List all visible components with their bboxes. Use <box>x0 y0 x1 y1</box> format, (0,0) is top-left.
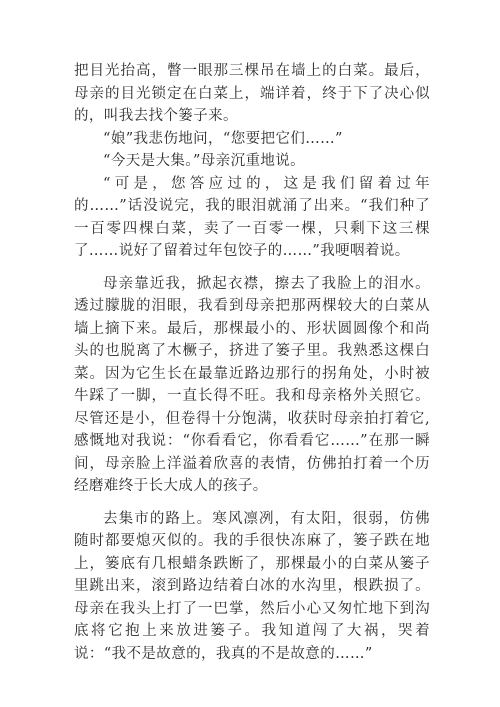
paragraph-6: 去集市的路上。寒风凛冽，有太阳，很弱，仿佛随时都要熄灭似的。我的手很快冻麻了，篓子跌在地上，篓底有几根蜡条跌断了，那棵最小的白菜从篓子里跳出来，滚到路边结着白冰的水沟里，根跌损了。母亲在我头上打了一巴掌，然后小心又匆忙地下到沟底将它抱上来放进篓子。我知道闯了大祸，哭着说：“我不是故意的，我真的不是故意的……” <box>74 510 430 662</box>
paragraph-4: “可是，您答应过的，这是我们留着过年的……”话没说完，我的眼泪就涌了出来。“我们种了一百零四棵白菜，卖了一百零一棵，只剩下这三棵了……说好了留着过年包饺子的……”我哽咽着说。 <box>74 175 430 259</box>
paragraph-5: 母亲靠近我，掀起衣襟，擦去了我脸上的泪水。透过朦胧的泪眼，我看到母亲把那两棵较大的白菜从墙上摘下来。最后，那棵最小的、形状圆圆像个和尚头的也脱离了木橛子，挤进了篓子里。我熟悉这棵白菜。因为它生长在最靠近路边那行的拐角处，小时被牛踩了一脚，一直长得不旺。我和母亲格外关照它。尽管还是小，但卷得十分饱满，收获时母亲拍打着它,感慨地对我说：“你看看它，你看看它……”在那一瞬间，母亲脸上洋溢着欣喜的表情，仿佛拍打着一个历经磨难终于长大成人的孩子。 <box>74 275 430 494</box>
paragraph-3: “今天是大集。”母亲沉重地说。 <box>103 153 306 169</box>
document-page <box>74 60 430 665</box>
paragraph-2: “娘”我悲伤地问，“您要把它们……” <box>103 130 343 147</box>
paragraph-1: 把目光抬高，瞥一眼那三棵吊在墙上的白菜。最后，母亲的目光锁定在白菜上，端详着，终于下了决心似的，叫我去找个篓子来。 <box>74 63 430 124</box>
